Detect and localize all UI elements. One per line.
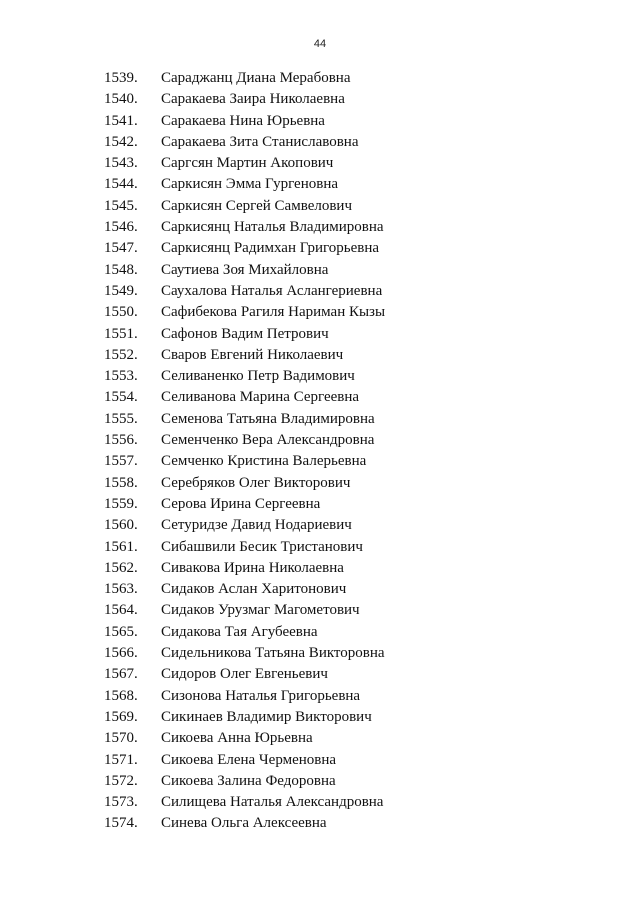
entry-name: Сидакова Тая Агубеевна: [161, 623, 318, 640]
list-item: [0, 430, 640, 451]
list-item: [0, 728, 640, 749]
entry-name: Семченко Кристина Валерьевна: [161, 453, 367, 470]
entry-name: Сидаков Аслан Харитонович: [161, 581, 347, 598]
entry-number: 1562.: [104, 559, 138, 576]
list-item: [0, 260, 640, 281]
list-item: [0, 813, 640, 834]
list-item: [0, 537, 640, 558]
entry-number: 1557.: [104, 453, 138, 470]
list-item: [0, 515, 640, 536]
entry-name: Сваров Евгений Николаевич: [161, 346, 344, 363]
entry-name: Сидельникова Татьяна Викторовна: [161, 645, 385, 662]
list-item: [0, 600, 640, 621]
entry-name: Сараджанц Диана Мерабовна: [161, 70, 351, 86]
entry-number: 1553.: [104, 368, 138, 385]
entry-number: 1554.: [104, 389, 138, 406]
list-item: [0, 366, 640, 387]
entry-number: 1572.: [104, 772, 138, 789]
entry-name: Синева Ольга Алексеевна: [161, 815, 327, 832]
entry-number: 1551.: [104, 325, 138, 342]
entry-number: 1560.: [104, 517, 138, 534]
list-item: [0, 238, 640, 259]
entry-name: Сидоров Олег Евгеньевич: [161, 666, 328, 683]
entry-number: 1545.: [104, 197, 138, 214]
entry-number: 1552.: [104, 346, 138, 363]
entry-name: Сикоева Залина Федоровна: [161, 772, 336, 789]
list-item: [0, 281, 640, 302]
list-item: [0, 89, 640, 110]
entry-number: 1543.: [104, 155, 138, 172]
entry-name: Сизонова Наталья Григорьевна: [161, 687, 361, 704]
entry-name: Саутиева Зоя Михайловна: [161, 261, 329, 278]
entry-name: Сафибекова Рагиля Нариман Кызы: [161, 304, 386, 321]
entry-name: Силищева Наталья Александровна: [161, 794, 384, 811]
list-item: [0, 643, 640, 664]
entry-number: 1571.: [104, 751, 138, 768]
entry-number: 1568.: [104, 687, 138, 704]
entry-number: 1573.: [104, 794, 138, 811]
list-item: [0, 68, 640, 89]
list-item: [0, 217, 640, 238]
entry-name: Семенченко Вера Александровна: [161, 432, 375, 449]
list-item: [0, 153, 640, 174]
list-item: [0, 302, 640, 323]
list-item: [0, 174, 640, 195]
entry-number: 1555.: [104, 410, 138, 427]
entry-number: 1564.: [104, 602, 138, 619]
entry-number: 1550.: [104, 304, 138, 321]
list-item: [0, 387, 640, 408]
entry-number: 1569.: [104, 708, 138, 725]
list-item: [0, 579, 640, 600]
page-number: 44: [313, 38, 327, 50]
list-item: [0, 622, 640, 643]
entry-name: Саркисян Сергей Самвелович: [161, 197, 352, 214]
list-item: [0, 558, 640, 579]
entry-number: 1574.: [104, 815, 138, 832]
entry-number: 1563.: [104, 581, 138, 598]
entry-number: 1547.: [104, 240, 138, 257]
entry-number: 1539.: [104, 70, 138, 86]
entry-name: Саркисянц Наталья Владимировна: [161, 219, 384, 236]
list-item: [0, 494, 640, 515]
entry-number: 1570.: [104, 730, 138, 747]
list-item: [0, 324, 640, 345]
entry-number: 1540.: [104, 91, 138, 108]
list-item: [0, 664, 640, 685]
entry-name: Сетуридзе Давид Нодариевич: [161, 517, 352, 534]
entry-name: Серова Ирина Сергеевна: [161, 495, 321, 512]
list-item: [0, 111, 640, 132]
entry-number: 1544.: [104, 176, 138, 193]
entry-number: 1565.: [104, 623, 138, 640]
list-item: [0, 451, 640, 472]
entry-number: 1561.: [104, 538, 138, 555]
entry-name: Саухалова Наталья Аслангериевна: [161, 282, 383, 299]
entry-name: Сикоева Елена Черменовна: [161, 751, 337, 768]
list-item: [0, 792, 640, 813]
entry-number: 1566.: [104, 645, 138, 662]
entry-name: Сибашвили Бесик Тристанович: [161, 538, 363, 555]
list-item: [0, 345, 640, 366]
entry-number: 1567.: [104, 666, 138, 683]
entry-number: 1549.: [104, 282, 138, 299]
list-item: [0, 771, 640, 792]
entry-name: Саргсян Мартин Акопович: [161, 155, 334, 172]
entry-number: 1542.: [104, 133, 138, 150]
entry-name: Саракаева Зита Станиславовна: [161, 133, 359, 150]
entry-name: Серебряков Олег Викторович: [161, 474, 351, 491]
list-item: [0, 750, 640, 771]
entry-name: Саркисян Эмма Гургеновна: [161, 176, 339, 193]
entry-name: Селиваненко Петр Вадимович: [161, 368, 355, 385]
list-item: [0, 707, 640, 728]
entry-name: Саракаева Заира Николаевна: [161, 91, 345, 108]
entry-list: [0, 68, 640, 835]
entry-name: Сивакова Ирина Николаевна: [161, 559, 344, 576]
list-item: [0, 686, 640, 707]
list-item: [0, 409, 640, 430]
entry-number: 1558.: [104, 474, 138, 491]
entry-name: Селиванова Марина Сергеевна: [161, 389, 360, 406]
entry-name: Саркисянц Радимхан Григорьевна: [161, 240, 380, 257]
entry-name: Саракаева Нина Юрьевна: [161, 112, 325, 129]
list-item: [0, 196, 640, 217]
entry-number: 1556.: [104, 432, 138, 449]
entry-name: Семенова Татьяна Владимировна: [161, 410, 375, 427]
entry-name: Сидаков Урузмаг Магометович: [161, 602, 360, 619]
list-item: [0, 132, 640, 153]
entry-number: 1548.: [104, 261, 138, 278]
entry-number: 1546.: [104, 219, 138, 236]
entry-name: Сикинаев Владимир Викторович: [161, 708, 372, 725]
entry-number: 1541.: [104, 112, 138, 129]
entry-name: Сикоева Анна Юрьевна: [161, 730, 313, 747]
list-item: [0, 473, 640, 494]
entry-name: Сафонов Вадим Петрович: [161, 325, 329, 342]
entry-number: 1559.: [104, 495, 138, 512]
